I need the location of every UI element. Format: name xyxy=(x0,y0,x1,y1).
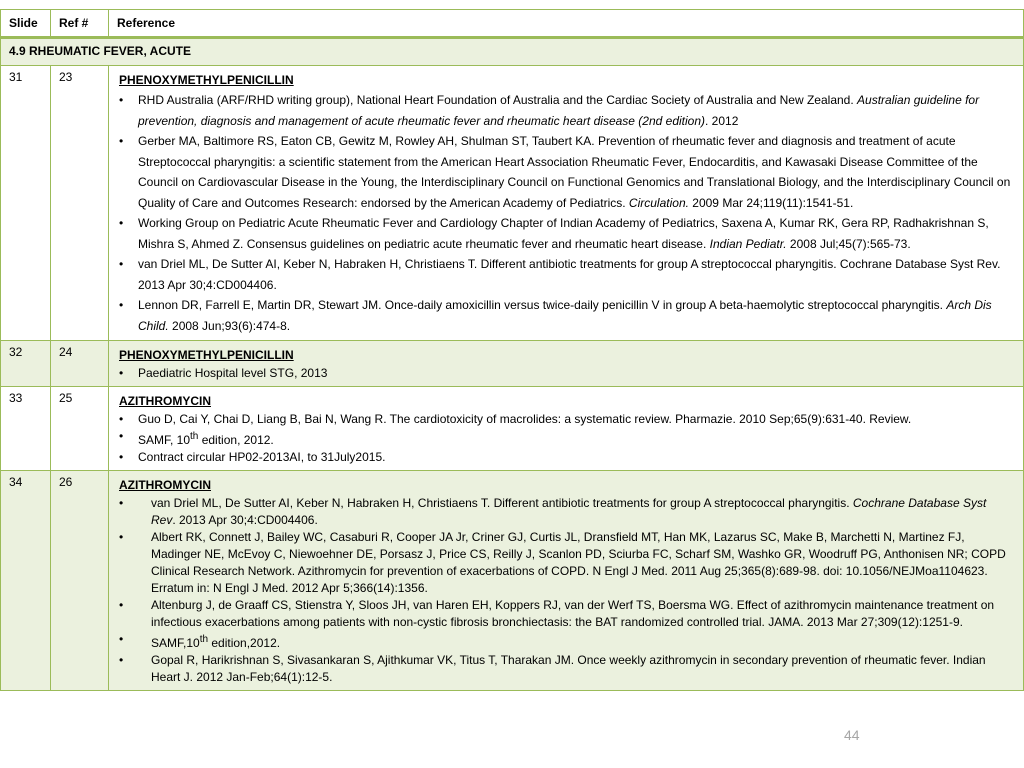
reference-item: • Working Group on Pediatric Acute Rheumatic Fever and Cardiology Chapter of Indian Academy of Pediatrics, Saxena A, Kumar RK, Gera RP, Radhakrishnan S, Mishra S, Ahmed Z. Consensus guidelines on pediatric acute rheumatic fever and rheumatic heart disease. Indian Pediatr. 2008 Jul;45(7):565-73. xyxy=(119,213,1013,254)
reference-item: • Albert RK, Connett J, Bailey WC, Casaburi R, Cooper JA Jr, Criner GJ, Curtis JL, Dransfield MT, Han MK, Lazarus SC, Make B, Marchetti N, Martinez FJ, Madinger NE, McEvoy C, Niewoehner DE, Porsasz J, Price CS, Reilly J, Scanlon PD, Sciurba FC, Scharf SM, Washko GR, Woodruff PG, Anthonisen NR; COPD Clinical Research Network. Azithromycin for prevention of exacerbations of COPD. N Engl J Med. 2011 Aug 25;365(8):689-98. doi: 10.1056/NEJMoa1104623. Erratum in: N Engl J Med. 2012 Apr 5;366(14):1356. xyxy=(119,529,1013,597)
drug-name: PHENOXYMETHYLPENICILLIN xyxy=(119,73,294,87)
reference-table xyxy=(0,9,1024,691)
ref-number: 24 xyxy=(51,341,109,387)
reference-item: • Gopal R, Harikrishnan S, Sivasankaran S, Ajithkumar VK, Titus T, Tharakan JM. Once weekly azithromycin in secondary prevention of rheumatic fever. Indian Heart J. 2012 Jan-Feb;64(1):12-5. xyxy=(119,652,1013,686)
reference-item: • Altenburg J, de Graaff CS, Stienstra Y, Sloos JH, van Haren EH, Koppers RJ, van der Werf TS, Boersma WG. Effect of azithromycin maintenance treatment on infectious exacerbations among patients with non-cystic fibrosis bronchiectasis: the BAT randomized controlled trial. JAMA. 2013 Mar 27;309(12):1251-9. xyxy=(119,597,1013,631)
reference-list xyxy=(119,90,1013,336)
slide-number: 32 xyxy=(1,341,51,387)
reference-item: • Gerber MA, Baltimore RS, Eaton CB, Gewitz M, Rowley AH, Shulman ST, Taubert KA. Prevention of rheumatic fever and diagnosis and treatment of acute Streptococcal pharyngitis: a scientific statement from the American Heart Association Rheumatic Fever, Endocarditis, and Kawasaki Disease Committee of the Council on Cardiovascular Disease in the Young, the Interdisciplinary Council on Functional Genomics and Translational Biology, and the Interdisciplinary Council on Quality of Care and Outcomes Research: endorsed by the American Academy of Pediatrics. Circulation. 2009 Mar 24;119(11):1541-51. xyxy=(119,131,1013,213)
reference-item: • Paediatric Hospital level STG, 2013 xyxy=(119,365,1013,382)
header-slide: Slide xyxy=(1,10,51,38)
reference-item: • SAMF,10th edition,2012. xyxy=(119,631,1013,652)
header-row xyxy=(1,10,1024,38)
section-title: 4.9 RHEUMATIC FEVER, ACUTE xyxy=(1,38,1024,66)
section-row xyxy=(1,38,1024,66)
reference-item: • RHD Australia (ARF/RHD writing group), National Heart Foundation of Australia and the Cardiac Society of Australia and New Zealand. Australian guideline for prevention, diagnosis and management of acute rheumatic fever and rheumatic heart disease (2nd edition). 2012 xyxy=(119,90,1013,131)
header-reference: Reference xyxy=(109,10,1024,38)
reference-item: • Guo D, Cai Y, Chai D, Liang B, Bai N, Wang R. The cardiotoxicity of macrolides: a systematic review. Pharmazie. 2010 Sep;65(9):631-40. Review. xyxy=(119,411,1013,428)
reference-cell xyxy=(109,66,1024,341)
ref-number: 26 xyxy=(51,471,109,691)
reference-item: • Contract circular HP02-2013AI, to 31July2015. xyxy=(119,449,1013,466)
slide-number: 34 xyxy=(1,471,51,691)
page-number: 44 xyxy=(844,727,860,743)
slide-number: 33 xyxy=(1,387,51,471)
reference-cell xyxy=(109,387,1024,471)
reference-item: • van Driel ML, De Sutter AI, Keber N, Habraken H, Christiaens T. Different antibiotic treatments for group A streptococcal pharyngitis. Cochrane Database Syst Rev. 2013 Apr 30;4:CD004406. xyxy=(119,495,1013,529)
table-row xyxy=(1,387,1024,471)
reference-list xyxy=(119,495,1013,686)
ref-number: 23 xyxy=(51,66,109,341)
reference-item: • SAMF, 10th edition, 2012. xyxy=(119,428,1013,449)
table-row xyxy=(1,471,1024,691)
table-row xyxy=(1,66,1024,341)
header-ref: Ref # xyxy=(51,10,109,38)
drug-name: PHENOXYMETHYLPENICILLIN xyxy=(119,348,294,362)
reference-item: • Lennon DR, Farrell E, Martin DR, Stewart JM. Once-daily amoxicillin versus twice-daily penicillin V in group A beta-haemolytic streptococcal pharyngitis. Arch Dis Child. 2008 Jun;93(6):474-8. xyxy=(119,295,1013,336)
ref-number: 25 xyxy=(51,387,109,471)
reference-list xyxy=(119,411,1013,466)
slide-number: 31 xyxy=(1,66,51,341)
reference-list xyxy=(119,365,1013,382)
drug-name: AZITHROMYCIN xyxy=(119,478,211,492)
reference-item: • van Driel ML, De Sutter AI, Keber N, Habraken H, Christiaens T. Different antibiotic treatments for group A streptococcal pharyngitis. Cochrane Database Syst Rev. 2013 Apr 30;4:CD004406. xyxy=(119,254,1013,295)
reference-cell xyxy=(109,341,1024,387)
drug-name: AZITHROMYCIN xyxy=(119,394,211,408)
reference-cell xyxy=(109,471,1024,691)
table-row xyxy=(1,341,1024,387)
